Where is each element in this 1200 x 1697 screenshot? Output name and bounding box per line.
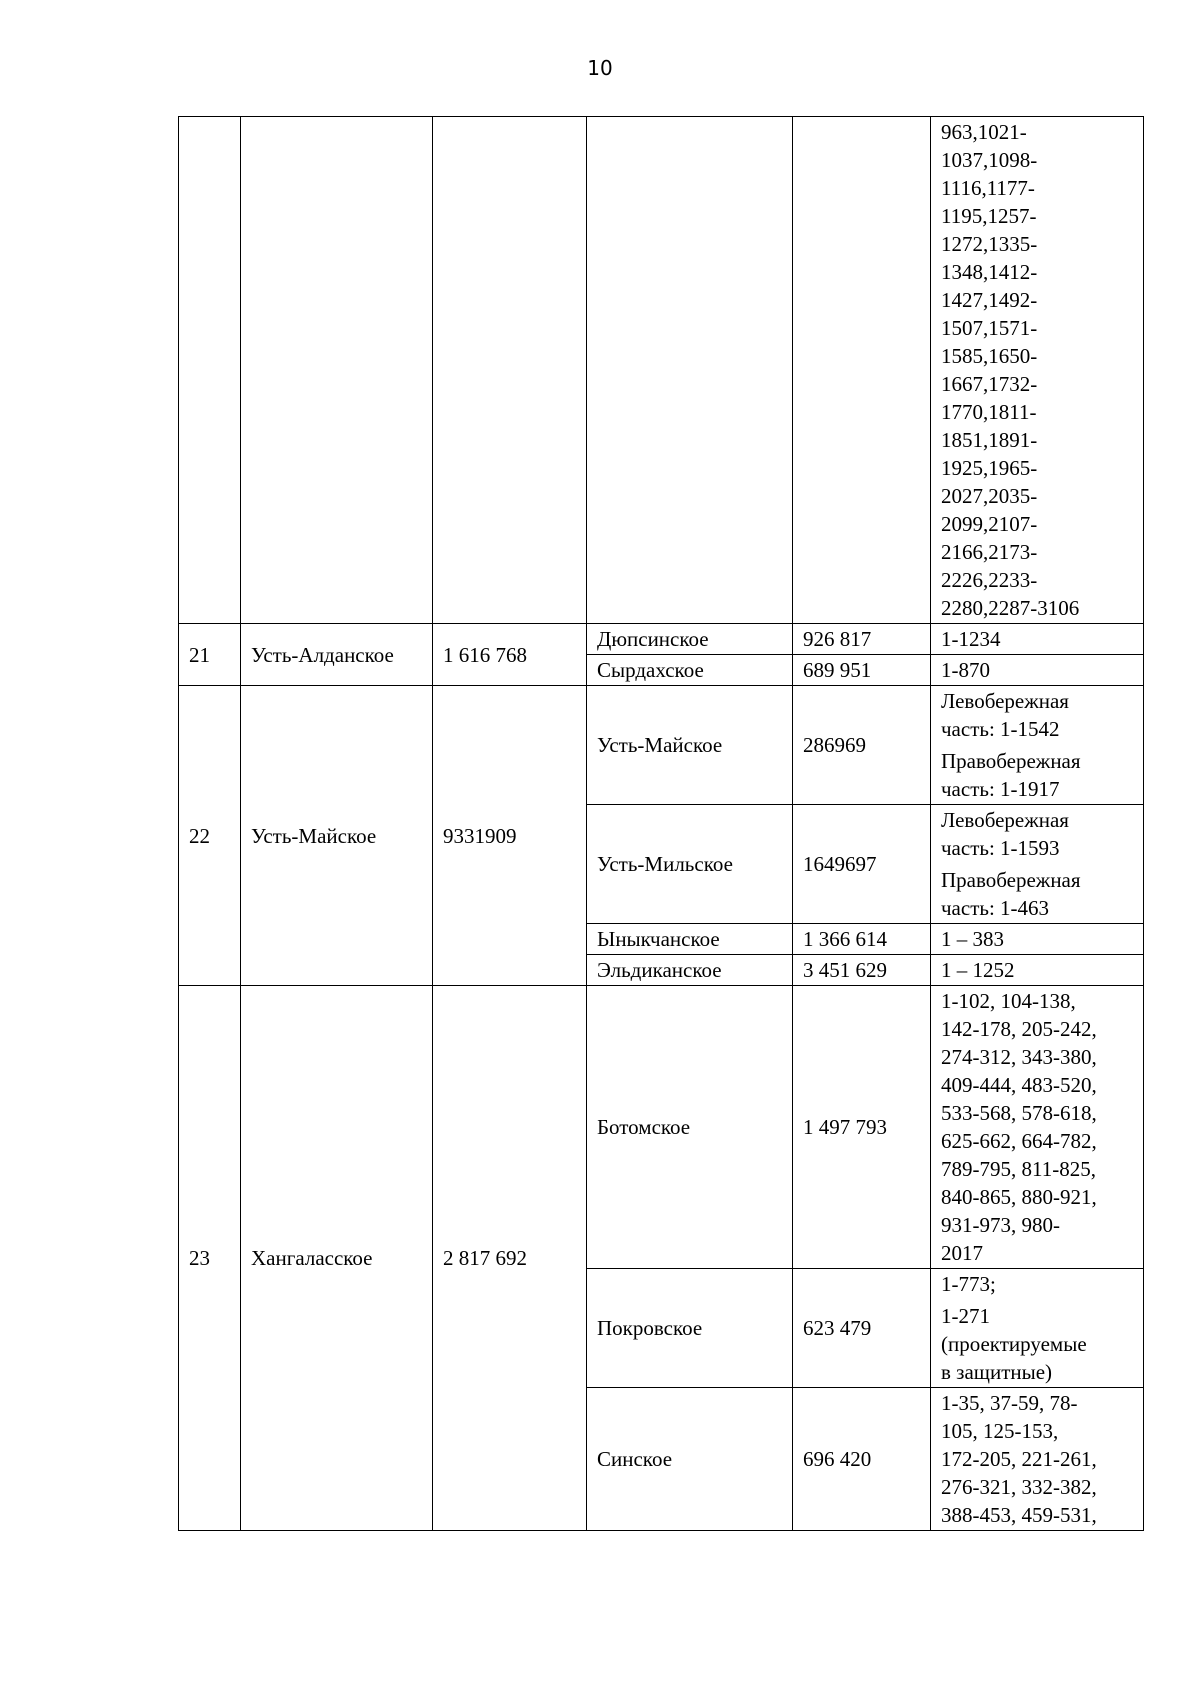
settlement-area: 1 366 614 bbox=[793, 924, 931, 955]
plots-range bbox=[931, 686, 1144, 805]
plots-left-bank: Левобережная часть: 1-1542 bbox=[941, 689, 1069, 741]
plots-range bbox=[931, 986, 1144, 1269]
table-row-continuation bbox=[179, 117, 1144, 624]
settlement-name: Ыныкчанское bbox=[587, 924, 793, 955]
row-number: 21 bbox=[179, 624, 241, 686]
plots-range: 1 – 1252 bbox=[931, 955, 1144, 986]
plots-right-bank: Правобережная часть: 1-463 bbox=[941, 868, 1081, 920]
plots-list: 1-35, 37-59, 78- 105, 125-153, 172-205, 221-261, 276-321, 332-382, 388-453, 459-531, bbox=[941, 1391, 1097, 1527]
settlement-area: 3 451 629 bbox=[793, 955, 931, 986]
plots-left-bank: Левобережная часть: 1-1593 bbox=[941, 808, 1069, 860]
plots-list: 1-102, 104-138, 142-178, 205-242, 274-312, 343-380, 409-444, 483-520, 533-568, 578-618, 625-662, 664-782, 789-795, 811-825, 840-865, 880-921, 931-973, 980- 2017 bbox=[941, 989, 1097, 1265]
settlement-name: Усть-Майское bbox=[587, 686, 793, 805]
settlement-area: 286969 bbox=[793, 686, 931, 805]
settlement-name: Усть-Мильское bbox=[587, 805, 793, 924]
settlement-area: 623 479 bbox=[793, 1269, 931, 1388]
settlement-area: 689 951 bbox=[793, 655, 931, 686]
settlements-table bbox=[178, 116, 1144, 1531]
settlement-name: Сырдахское bbox=[587, 655, 793, 686]
district-name: Хангаласское bbox=[241, 986, 433, 1531]
plots-existing: 1-773; bbox=[941, 1272, 996, 1296]
table-row bbox=[179, 686, 1144, 805]
plots-range bbox=[931, 1388, 1144, 1531]
cell-num-empty bbox=[179, 117, 241, 624]
plots-projected: 1-271 (проектируемые в защитные) bbox=[941, 1304, 1087, 1384]
plots-range: 1-1234 bbox=[931, 624, 1144, 655]
plots-range bbox=[931, 805, 1144, 924]
page-number: 10 bbox=[587, 56, 613, 80]
district-name: Усть-Алданское bbox=[241, 624, 433, 686]
row-number: 22 bbox=[179, 686, 241, 986]
district-area: 2 817 692 bbox=[433, 986, 587, 1531]
settlement-name: Дюпсинское bbox=[587, 624, 793, 655]
district-name: Усть-Майское bbox=[241, 686, 433, 986]
plots-range: 1 – 383 bbox=[931, 924, 1144, 955]
plots-range: 1-870 bbox=[931, 655, 1144, 686]
table-row bbox=[179, 624, 1144, 655]
settlement-name: Синское bbox=[587, 1388, 793, 1531]
plots-range bbox=[931, 1269, 1144, 1388]
settlement-name: Эльдиканское bbox=[587, 955, 793, 986]
settlement-area: 1649697 bbox=[793, 805, 931, 924]
plots-text: 963,1021- 1037,1098- 1116,1177- 1195,1257- 1272,1335- 1348,1412- 1427,1492- 1507,1571- 1585,1650- 1667,1732- 1770,1811- 1851,1891- 1925,1965- 2027,2035- 2099,2107- 2166,2173- 2226,2233- 2280,2287-3106 bbox=[941, 120, 1080, 620]
cell-area-empty bbox=[433, 117, 587, 624]
settlement-area: 1 497 793 bbox=[793, 986, 931, 1269]
cell-plots bbox=[931, 117, 1144, 624]
plots-right-bank: Правобережная часть: 1-1917 bbox=[941, 749, 1081, 801]
cell-sub-area-empty bbox=[793, 117, 931, 624]
cell-name-empty bbox=[241, 117, 433, 624]
settlement-name: Ботомское bbox=[587, 986, 793, 1269]
settlement-area: 696 420 bbox=[793, 1388, 931, 1531]
district-area: 9331909 bbox=[433, 686, 587, 986]
district-area: 1 616 768 bbox=[433, 624, 587, 686]
table-row bbox=[179, 986, 1144, 1269]
settlement-area: 926 817 bbox=[793, 624, 931, 655]
cell-sub-name-empty bbox=[587, 117, 793, 624]
row-number: 23 bbox=[179, 986, 241, 1531]
settlement-name: Покровское bbox=[587, 1269, 793, 1388]
